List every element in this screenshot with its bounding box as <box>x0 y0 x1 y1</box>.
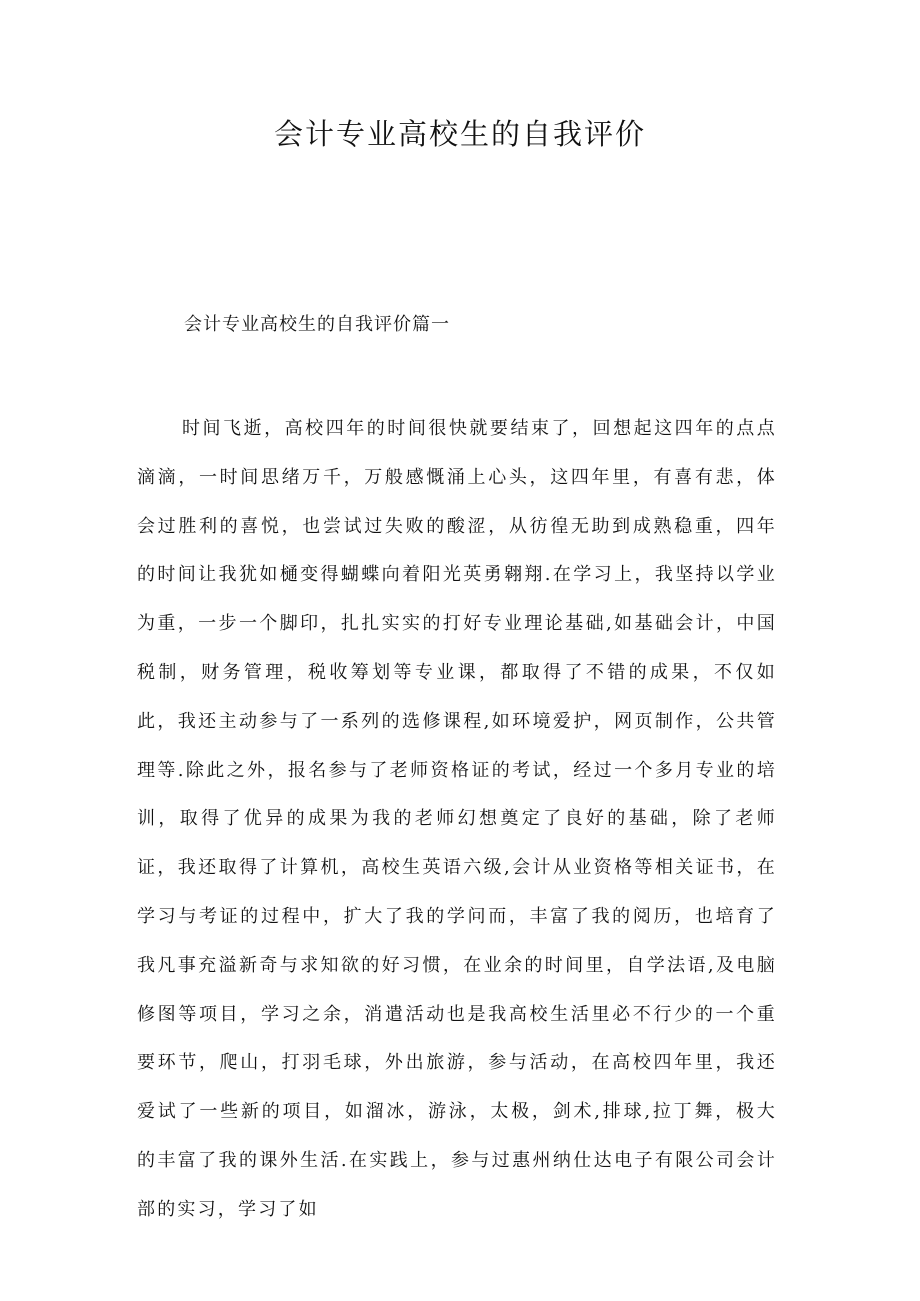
section-heading: 会计专业高校生的自我评价篇一 <box>184 314 450 335</box>
body-paragraph: 时间飞逝，高校四年的时间很快就要结束了，回想起这四年的点点滴滴，一时间思绪万千，万般感慨涌上心头，这四年里，有喜有悲，体会过胜利的喜悦，也尝试过失败的酸涩，从彷徨无助到成熟稳重，四年的时间让我犹如樋变得蝴蝶向着阳光英勇翱翔.在学习上，我坚持以学业为重，一步一个脚印，扎扎实实的打好专业理论基础,如基础会计，中国税制，财务管理，税收筹划等专业课，都取得了不错的成果，不仅如此，我还主动参与了一系列的选修课程,如环境爱护，网页制作，公共管理等.除此之外，报名参与了老师资格证的考试，经过一个多月专业的培训，取得了优异的成果为我的老师幻想奠定了良好的基础，除了老师证，我还取得了计算机，高校生英语六级,会计从业资格等相关证书，在学习与考证的过程中，扩大了我的学问而，丰富了我的阅历，也培育了我凡事充溢新奇与求知欲的好习惯，在业余的时间里，自学法语,及电脑修图等项目，学习之余，消遣活动也是我高校生活里必不行少的一个重要环节，爬山，打羽毛球，外出旅游，参与活动，在高校四年里，我还爱试了一些新的项目，如溜冰，游泳，太极，剑术,排球,拉丁舞，极大的丰富了我的课外生活.在实践上，参与过惠州纳仕达电子有限公司会计部的实习，学习了如 <box>137 418 777 1220</box>
document-title: 会计专业高校生的自我评价 <box>273 117 646 151</box>
